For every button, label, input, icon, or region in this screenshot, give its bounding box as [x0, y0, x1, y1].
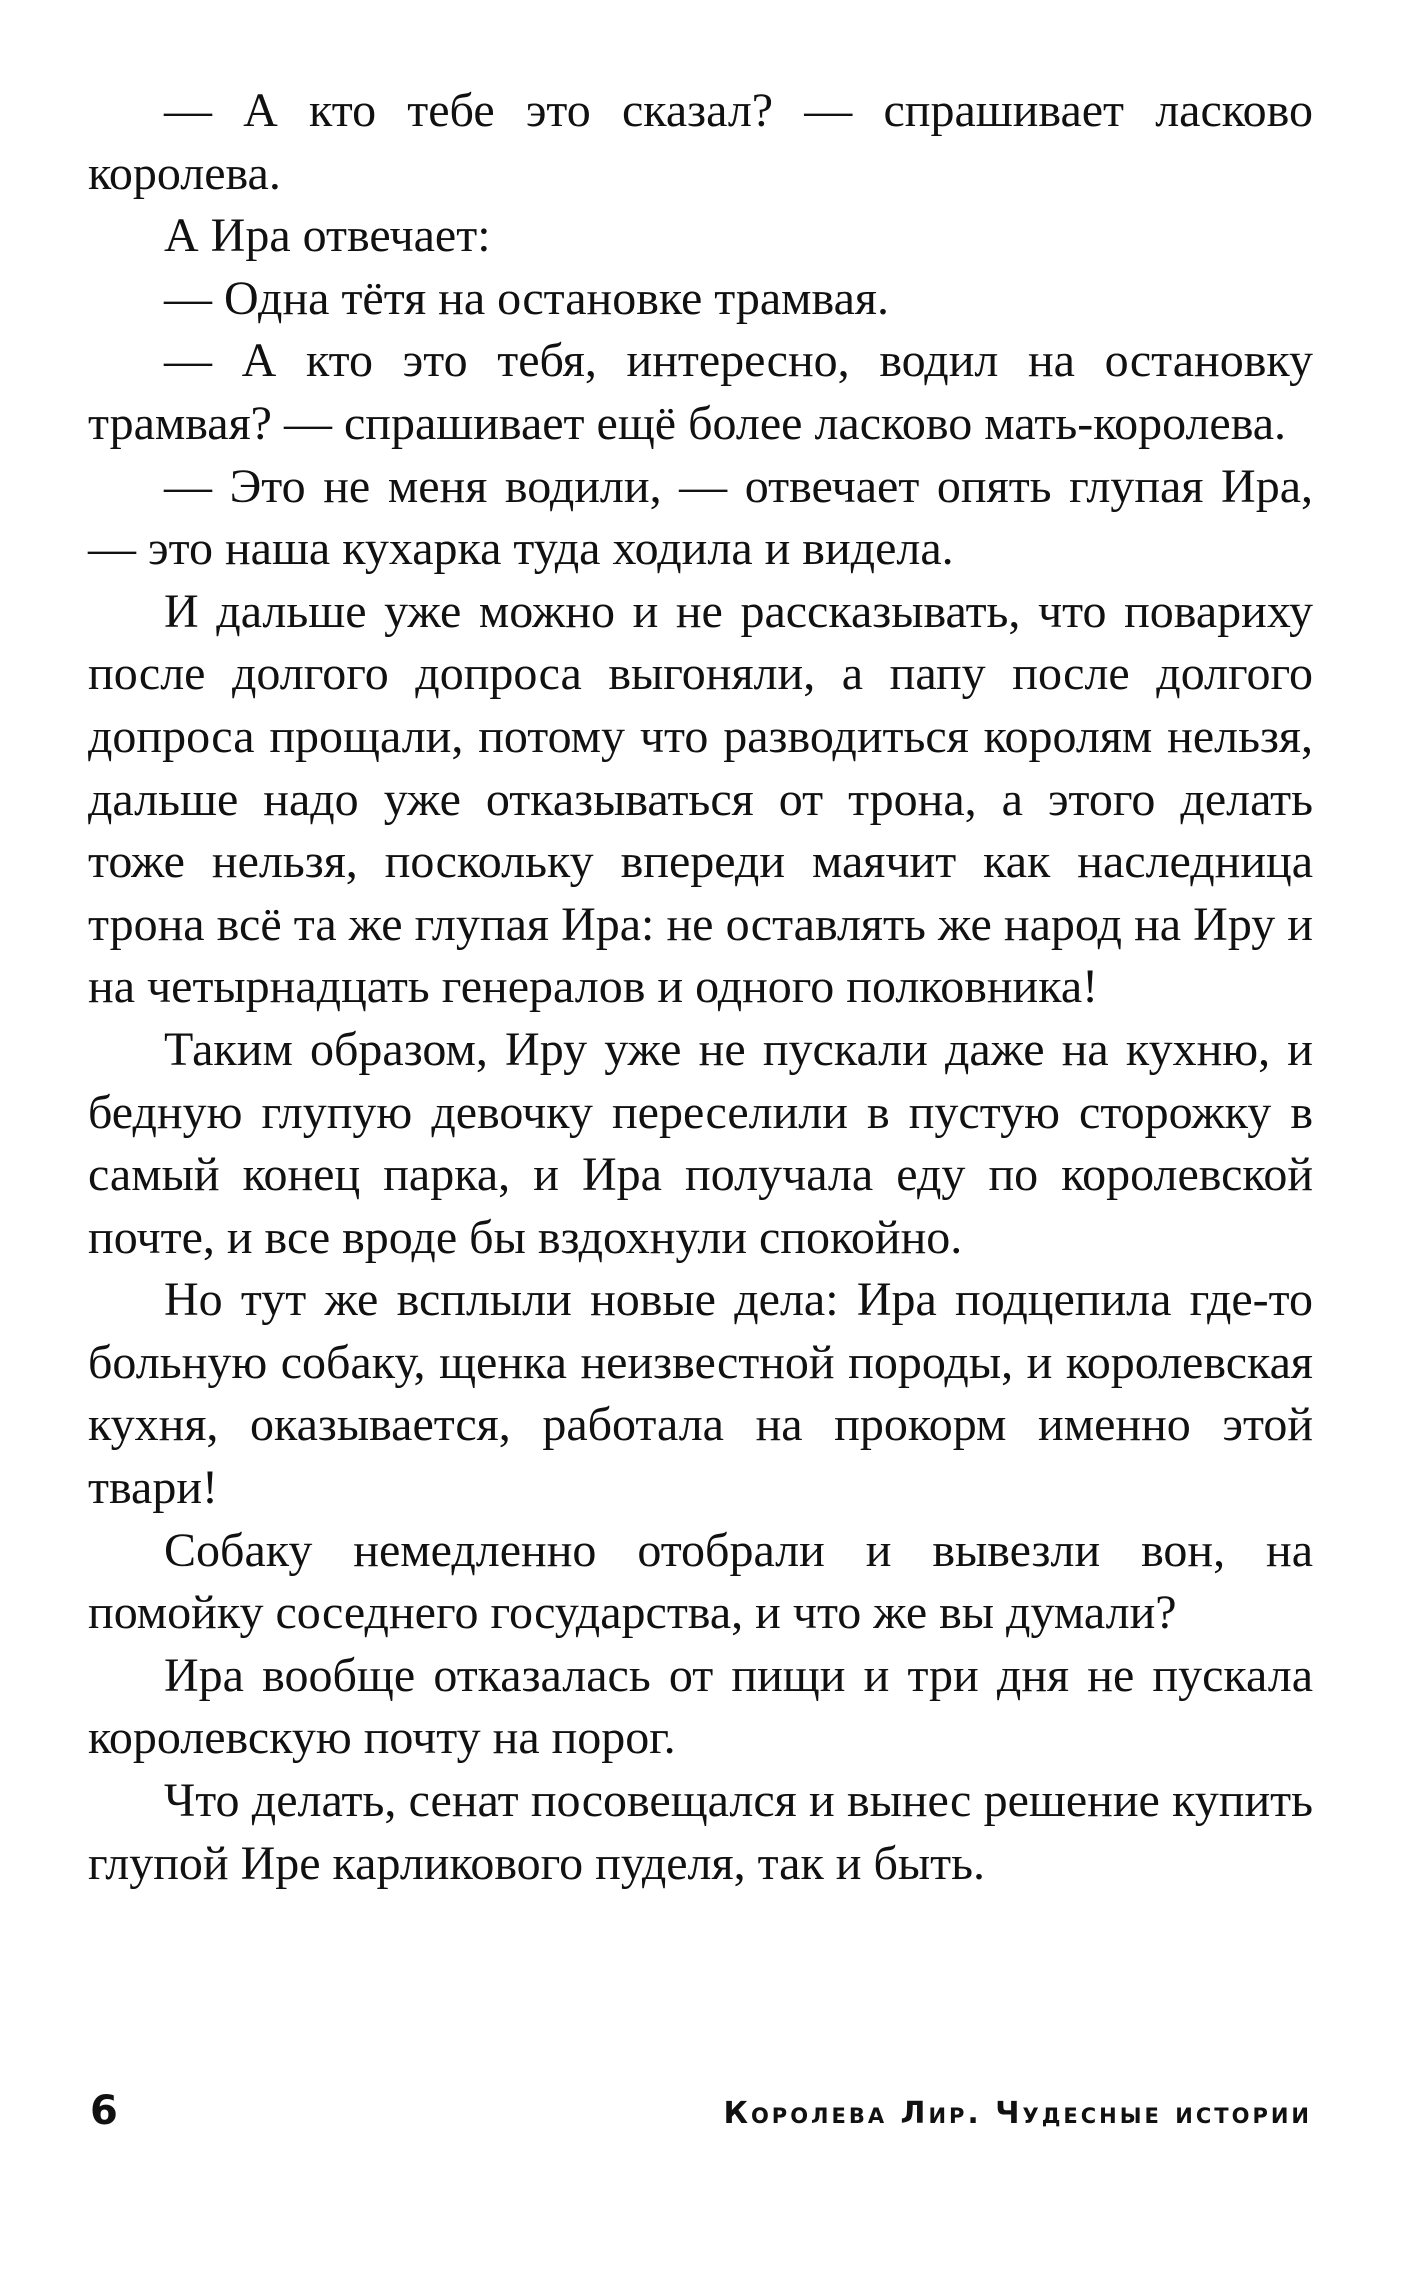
paragraph: Ира вообще отказалась от пищи и три дня не пускала королевскую почту на порог. — [88, 1648, 1313, 1765]
paragraph: И дальше уже можно и не рассказывать, что повариху после долгого допроса выгоняли, а папу после долгого допроса прощали, потому что разводиться королям нельзя, дальше надо уже отказываться от трона, а этого делать тоже нельзя, поскольку впереди маячит как наследница трона всё та же глупая Ира: не оставлять же народ на Иру и на четырнадцать генералов и одного полковника! — [88, 584, 1313, 1014]
running-title: Королева Лир. Чудесные истории — [723, 2096, 1312, 2131]
paragraph: — Одна тётя на остановке трамвая. — [164, 271, 889, 325]
paragraph: Таким образом, Иру уже не пускали даже на кухню, и бедную глупую девочку переселили в пустую сторожку в самый конец парка, и Ира получала еду по королевской почте, и все вроде бы вздохнули спокойно. — [88, 1022, 1313, 1264]
paragraph: — А кто тебе это сказал? — спрашивает ласково королева. — [88, 84, 1313, 200]
paragraph: — Это не меня водили, — отвечает опять глупая Ира, — это наша кухарка туда ходила и видела. — [88, 459, 1313, 576]
paragraph: Что делать, сенат посовещался и вынес решение купить глупой Ире карликового пуделя, так и быть. — [88, 1774, 1313, 1890]
paragraph: — А кто это тебя, интересно, водил на остановку трамвая? — спрашивает ещё более ласково мать-королева. — [88, 334, 1313, 450]
page-footer — [0, 2088, 1404, 2148]
paragraph: А Ира отвечает: — [164, 209, 491, 263]
paragraph: Собаку немедленно отобрали и вывезли вон, на помойку соседнего государства, и что же вы думали? — [88, 1523, 1313, 1640]
body-text — [88, 80, 1313, 1895]
page-number: 6 — [90, 2088, 118, 2134]
paragraph: Но тут же всплыли новые дела: Ира подцепила где-то больную собаку, щенка неизвестной породы, и королевская кухня, оказывается, работала на прокорм именно этой твари! — [88, 1273, 1313, 1515]
